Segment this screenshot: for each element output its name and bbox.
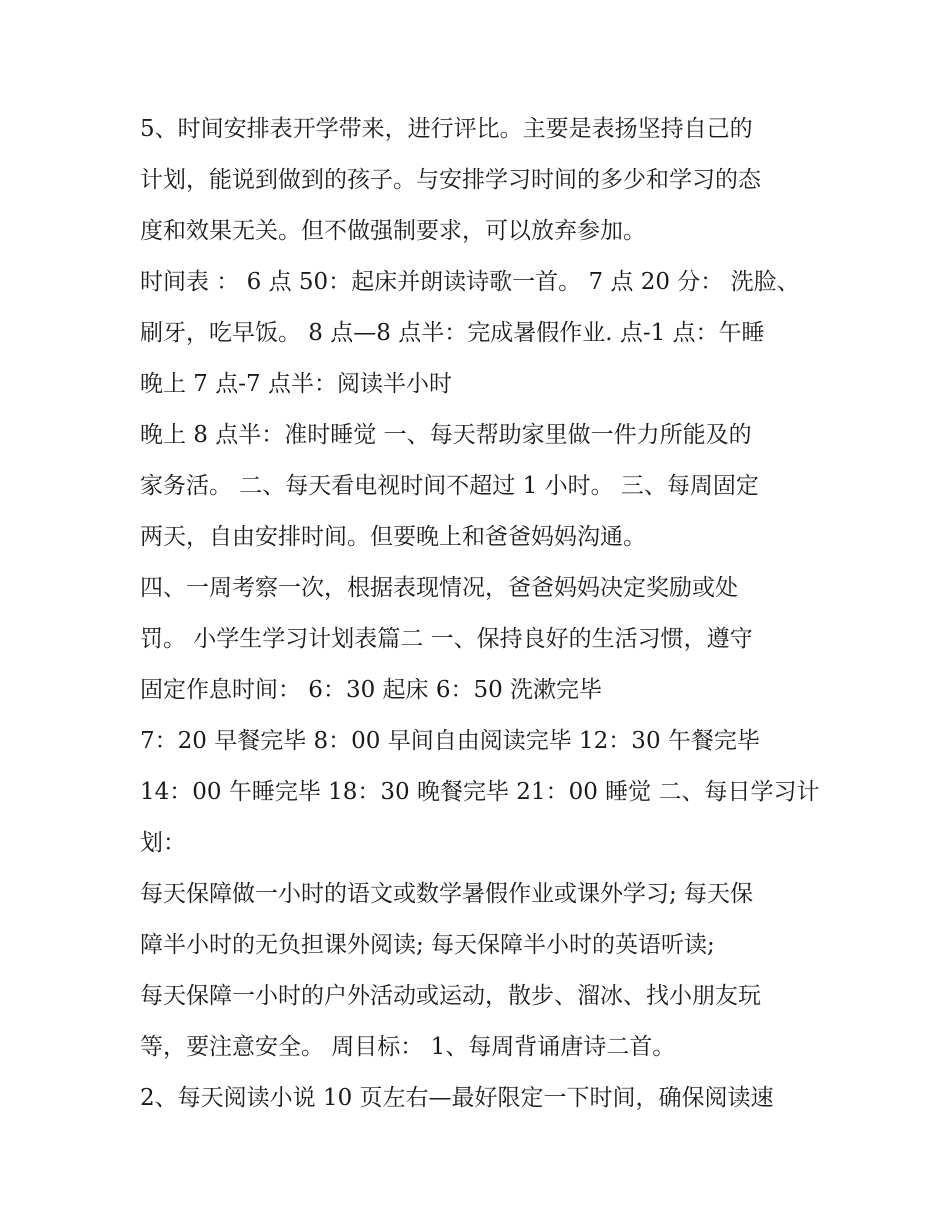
text-line: 5、时间安排表开学带来，进行评比。主要是表扬坚持自己的 <box>140 116 753 142</box>
text-line: 划： <box>140 830 186 856</box>
paragraph-study-plan <box>140 869 820 971</box>
document-body <box>140 104 820 1124</box>
text-line: 晚上 7 点-7 点半：阅读半小时 <box>140 371 452 397</box>
text-line: 每天保障做一小时的语文或数学暑假作业或课外学习; 每天保 <box>140 881 754 907</box>
text-line: 度和效果无关。但不做强制要求，可以放弃参加。 <box>140 218 646 244</box>
text-line: 固定作息时间： 6：30 起床 6：50 洗漱完毕 <box>140 677 603 703</box>
text-line: 每天保障一小时的户外活动或运动，散步、溜冰、找小朋友玩 <box>140 983 761 1009</box>
text-line: 计划，能说到做到的孩子。与安排学习时间的多少和学习的态 <box>140 167 761 193</box>
text-line: 刷牙，吃早饭。 8 点—8 点半：完成暑假作业. 点-1 点：午睡 <box>140 320 765 346</box>
paragraph-daily-schedule <box>140 716 820 869</box>
text-line: 两天，自由安排时间。但要晚上和爸爸妈妈沟通。 <box>140 524 646 550</box>
text-line: 障半小时的无负担课外阅读; 每天保障半小时的英语听读; <box>140 932 715 958</box>
paragraph-weekly-review <box>140 563 820 716</box>
paragraph-evaluation <box>140 104 820 257</box>
text-line: 时间表 ： 6 点 50：起床并朗读诗歌一首。 7 点 20 分： 洗脸、 <box>140 269 800 295</box>
text-line: 晚上 8 点半：准时睡觉 一、每天帮助家里做一件力所能及的 <box>140 422 752 448</box>
text-line: 家务活。 二、每天看电视时间不超过 1 小时。 三、每周固定 <box>140 473 759 499</box>
text-line: 7：20 早餐完毕 8：00 早间自由阅读完毕 12：30 午餐完毕 <box>140 728 760 754</box>
text-line: 等，要注意安全。 周目标： 1、每周背诵唐诗二首。 <box>140 1034 676 1060</box>
text-line: 四、一周考察一次，根据表现情况，爸爸妈妈决定奖励或处 <box>140 575 738 601</box>
paragraph-outdoor-activity <box>140 971 820 1073</box>
paragraph-timetable <box>140 257 820 410</box>
text-line: 罚。 小学生学习计划表篇二 一、保持良好的生活习惯，遵守 <box>140 626 753 652</box>
paragraph-reading-goal <box>140 1073 820 1124</box>
text-line: 14：00 午睡完毕 18：30 晚餐完毕 21：00 睡觉 二、每日学习计 <box>140 779 820 805</box>
text-line: 2、每天阅读小说 10 页左右—最好限定一下时间，确保阅读速 <box>140 1085 774 1111</box>
paragraph-bedtime-rules <box>140 410 820 563</box>
